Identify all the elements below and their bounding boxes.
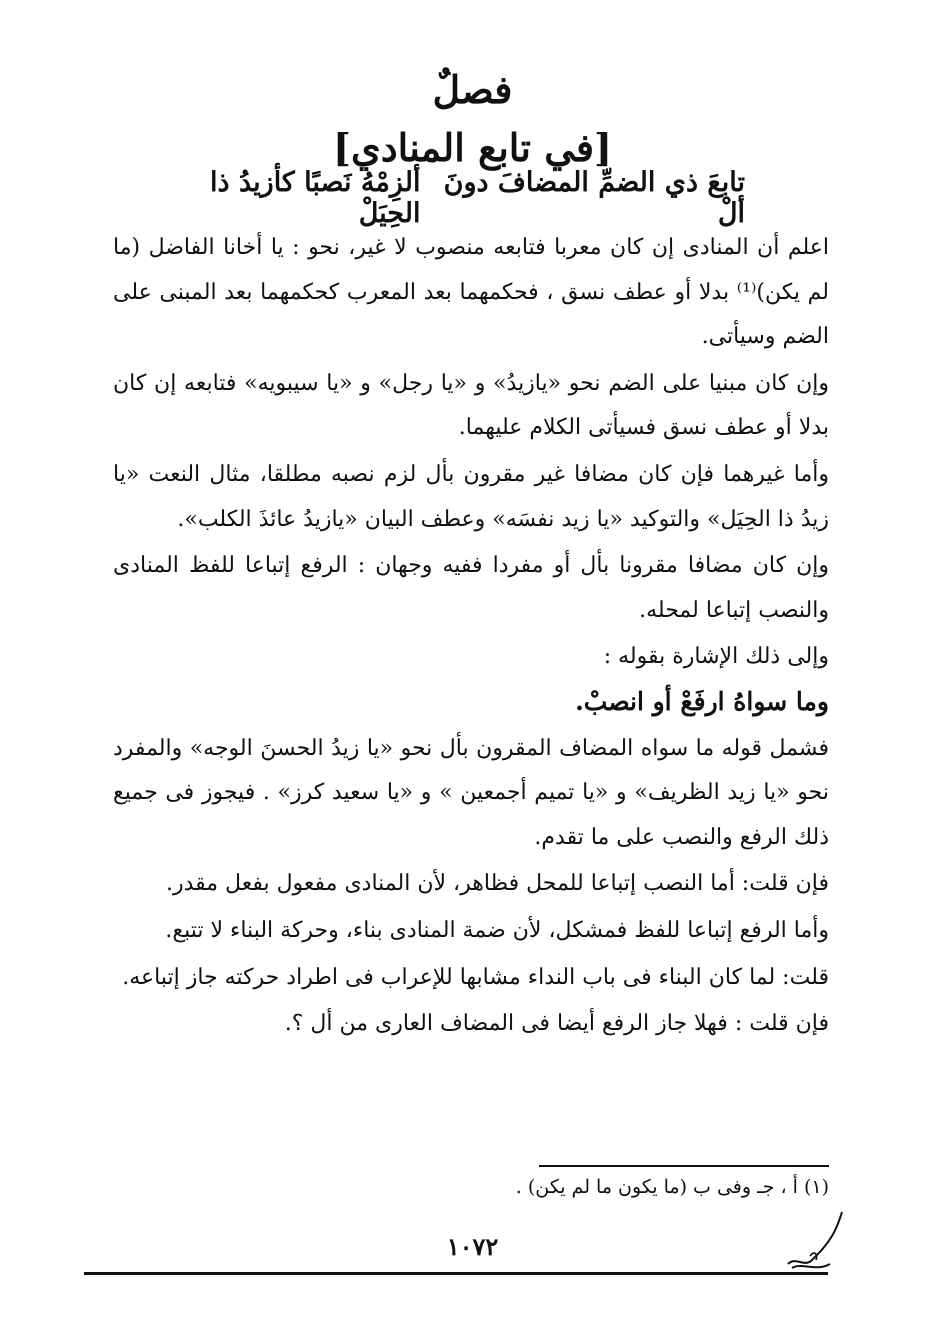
footnote: (١) أ ، جـ وفى ب (ما يكون ما لم يكن) . — [515, 1176, 829, 1198]
paragraph-7: فشمل قوله ما سواه المضاف المقرون بأل نحو «يا زيدُ الحسنَ الوجه» والمفرد نحو «يا زيد الظريف» و «يا تميم أجمعين » و «يا سعيد كرز» . فيجوز فى جميع ذلك الرفع والنصب على ما تقدم. — [113, 735, 829, 850]
paragraph-4: وإن كان مضافا مقرونا بأل أو مفردا ففيه وجهان : الرفع إتباعا للفظ المنادى والنصب إتباعا لمحله. — [113, 553, 829, 623]
paragraph-9: وأما الرفع إتباعا للفظ فمشكل، لأن ضمة المنادى بناء، وحركة البناء لا تتبع. — [165, 917, 829, 943]
paragraph-2: وإن كان مبنيا على الضم نحو «يازيدُ» و «يا رجل» و «يا سيبويه» فتابعه إن كان بدلا أو عطف نسق فسيأتى الكلام عليهما. — [113, 370, 829, 441]
footnote-divider — [539, 1165, 829, 1167]
verse-line — [150, 167, 745, 229]
paragraph-5: وإلى ذلك الإشارة بقوله : — [603, 644, 829, 670]
bottom-divider — [84, 1272, 828, 1275]
section-title: فصلٌ — [432, 67, 513, 112]
verse-right-hemistich: تابعَ ذي الضمِّ المضافَ دونَ ألْ — [443, 167, 745, 229]
handwritten-signature-icon — [782, 1206, 846, 1276]
paragraph-1: اعلم أن المنادى إن كان معربا فتابعه منصوب لا غير، نحو : يا أخانا الفاضل (ما لم يكن)⁽¹⁾ بدلا أو عطف نسق ، فحكمهما بعد المعرب كحكمهما بعد المبنى على الضم وسيأتى. — [113, 235, 829, 350]
verse-left-hemistich: ألزِمْهُ نَصبًا كأزيدُ ذا الحِيَلْ — [210, 167, 421, 229]
paragraph-8: فإن قلت: أما النصب إتباعا للمحل فظاهر، لأن المنادى مفعول بفعل مقدر. — [165, 871, 829, 897]
paragraph-11: فإن قلت : فهلا جاز الرفع أيضا فى المضاف العارى من أل ؟. — [284, 1011, 829, 1037]
page-number: ١٠٧٢ — [446, 1232, 499, 1261]
body-text — [113, 226, 829, 1047]
paragraph-10: قلت: لما كان البناء فى باب النداء مشابها للإعراب فى اطراد حركته جاز إتباعه. — [122, 964, 829, 990]
paragraph-6-quote: وما سواهُ ارفَعْ أو انصبْ. — [575, 686, 829, 716]
section-subtitle: [في تابع المنادي] — [332, 125, 613, 170]
paragraph-3: وأما غيرهما فإن كان مضافا غير مقرون بأل لزم نصبه مطلقا، مثال النعت «يا زيدُ ذا الحِيَل» والتوكيد «يا زيد نفسَه» وعطف البيان «يازيدُ عائذَ الكلب». — [113, 461, 829, 532]
